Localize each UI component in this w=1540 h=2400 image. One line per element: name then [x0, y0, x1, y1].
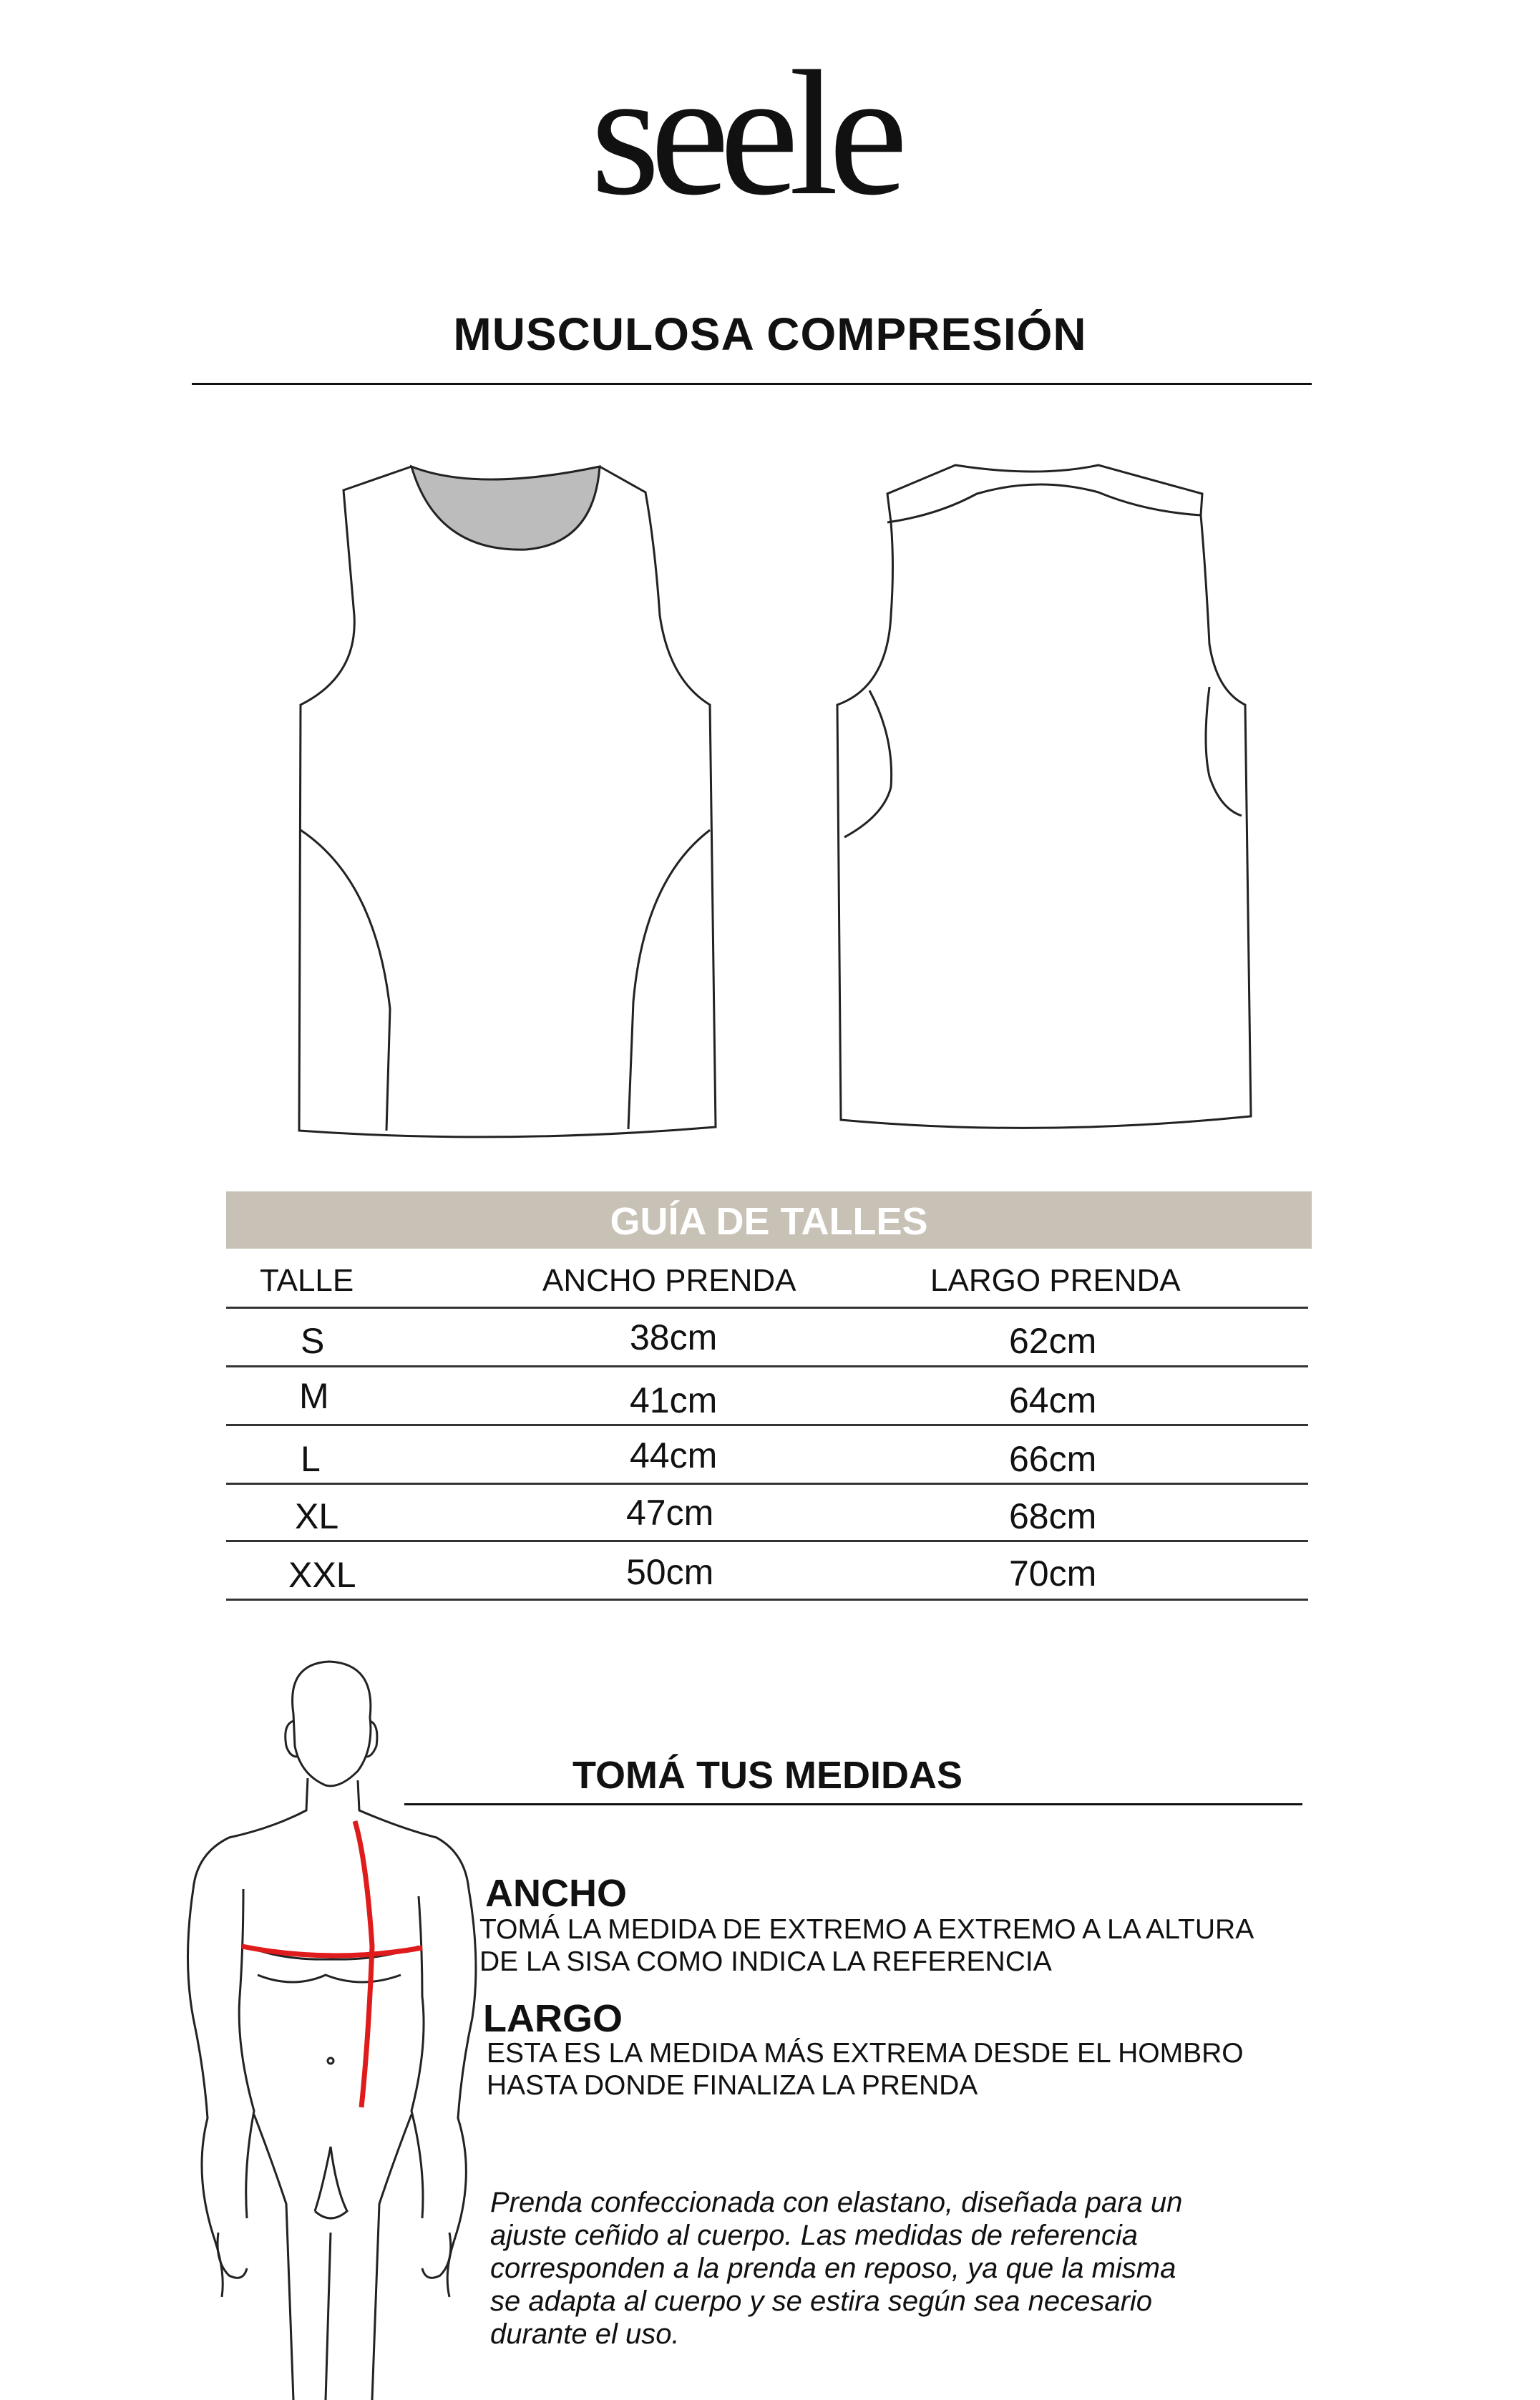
back-left-panel [844, 691, 892, 837]
garment-drawings [0, 444, 1540, 1159]
measure-section-title: TOMÁ TUS MEDIDAS [572, 1754, 963, 1797]
table-divider [226, 1483, 1308, 1485]
note-line: ajuste ceñido al cuerpo. Las medidas de referencia [490, 2220, 1138, 2251]
seele-logo [515, 29, 973, 243]
table-divider [226, 1424, 1308, 1426]
ancho-text-line-1: TOMÁ LA MEDIDA DE EXTREMO A EXTREMO A LA ALTURA [479, 1914, 1254, 1945]
note-line: corresponden a la prenda en reposo, ya que la misma [490, 2253, 1176, 2284]
front-right-panel-seam [628, 830, 710, 1129]
size-guide-header: GUÍA DE TALLES [226, 1191, 1312, 1249]
table-row-m-size: M [299, 1376, 329, 1416]
ancho-text-line-2: DE LA SISA COMO INDICA LA REFERENCIA [479, 1946, 1052, 1977]
table-row-s-width: 38cm [630, 1317, 718, 1357]
column-header-width: ANCHO PRENDA [542, 1263, 796, 1298]
column-header-length: LARGO PRENDA [930, 1263, 1181, 1298]
front-left-panel-seam [301, 830, 390, 1131]
fabric-note [490, 2186, 1277, 2351]
table-divider [226, 1365, 1308, 1367]
largo-heading: LARGO [483, 1997, 623, 2040]
measure-title-divider [404, 1803, 1302, 1805]
largo-measure-line [355, 1821, 372, 2107]
table-row-l-size: L [301, 1439, 321, 1479]
table-row-s-size: S [301, 1321, 325, 1361]
table-row-xxl-width: 50cm [626, 1552, 714, 1592]
product-title: MUSCULOSA COMPRESIÓN [453, 308, 1087, 360]
table-row-xl-width: 47cm [626, 1493, 714, 1533]
note-line: se adapta al cuerpo y se estira según sea necesario [490, 2286, 1153, 2317]
table-divider [226, 1599, 1308, 1601]
table-row-xxl-size: XXL [288, 1555, 356, 1595]
note-line: Prenda confeccionada con elastano, diseñada para un [490, 2187, 1183, 2218]
table-divider [226, 1307, 1308, 1309]
table-row-m-width: 41cm [630, 1380, 718, 1420]
table-divider [226, 1540, 1308, 1542]
ancho-heading: ANCHO [485, 1872, 627, 1915]
table-row-xxl-length: 70cm [1009, 1553, 1097, 1594]
largo-text-line-2: HASTA DONDE FINALIZA LA PRENDA [487, 2070, 978, 2101]
front-neckline [411, 467, 600, 550]
front-view [299, 467, 716, 1137]
largo-text-line-1: ESTA ES LA MEDIDA MÁS EXTREMA DESDE EL HOMBRO [487, 2038, 1244, 2069]
back-view [837, 465, 1251, 1128]
table-row-m-length: 64cm [1009, 1380, 1097, 1420]
note-line: durante el uso. [490, 2318, 680, 2350]
back-right-panel [1206, 687, 1242, 816]
back-yoke-seam [887, 484, 1201, 522]
back-outline [837, 465, 1251, 1128]
column-header-size: TALLE [260, 1263, 354, 1298]
table-row-xl-size: XL [295, 1496, 339, 1536]
table-row-l-length: 66cm [1009, 1439, 1097, 1479]
logo-wordmark: seele [590, 34, 898, 233]
table-row-xl-length: 68cm [1009, 1496, 1097, 1536]
front-outline [299, 467, 716, 1137]
table-row-l-width: 44cm [630, 1435, 718, 1475]
title-divider [192, 383, 1312, 385]
table-row-s-length: 62cm [1009, 1321, 1097, 1361]
